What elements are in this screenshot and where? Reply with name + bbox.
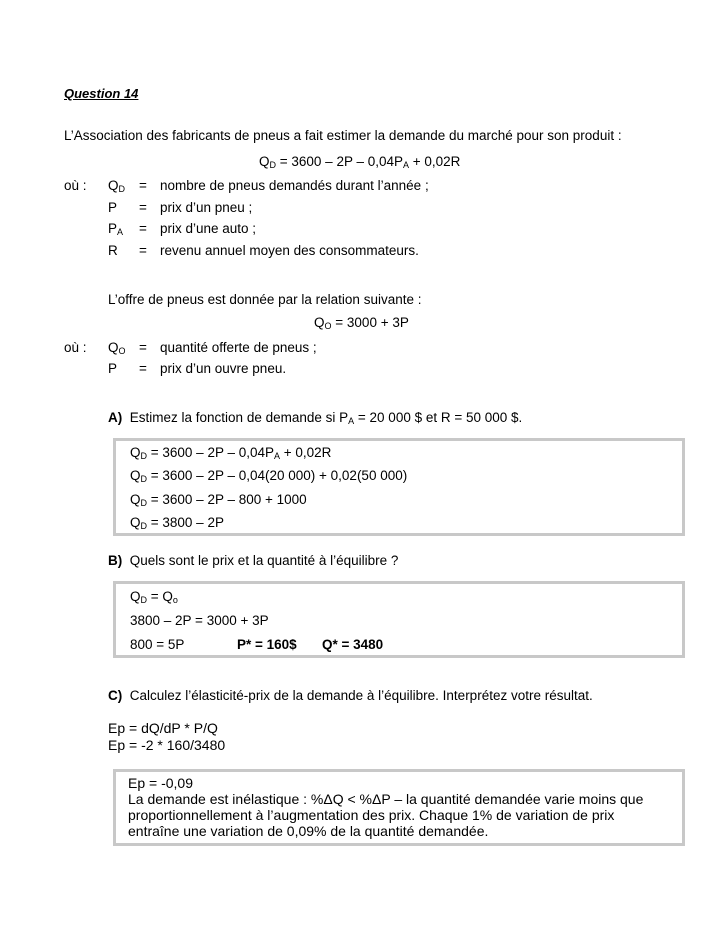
answer-box-c — [113, 769, 685, 846]
box-b-line-1: $Q_D = Q_o$ — [130, 589, 178, 605]
def-symbol: R — [108, 243, 118, 258]
part-c-question: C) Calculez l’élasticité-prix de la demande à l’équilibre. Interprétez votre résultat. — [108, 688, 593, 703]
where-label-2: où : — [64, 340, 87, 355]
box-c-line: entraîne une variation de 0,09% de la quantité demandée. — [128, 823, 489, 839]
answer-box-b — [113, 581, 685, 658]
box-b-line-3: 800 = 5P — [130, 637, 185, 652]
def-symbol: P — [108, 361, 118, 376]
def-description: revenu annuel moyen des consommateurs. — [160, 243, 419, 258]
def-description: nombre de pneus demandés durant l’année ; — [160, 178, 429, 193]
intro-text: L’Association des fabricants de pneus a fait estimer la demande du marché pour son produit : — [64, 128, 622, 143]
box-c-line: La demande est inélastique : %ΔQ < %ΔP – la quantité demandée varie moins que — [128, 791, 644, 807]
equilibrium-price: P* = 160$ — [237, 637, 297, 652]
def-symbol: $Q_O$ — [108, 340, 126, 356]
ep-formula-1: Ep = dQ/dP * P/Q — [108, 720, 218, 736]
def-equals: = — [139, 243, 147, 258]
box-a-line: $Q_D = 3800 - 2P$ — [130, 515, 224, 531]
part-b-question: B) Quels sont le prix et la quantité à l’équilibre ? — [108, 553, 399, 568]
def-equals: = — [139, 178, 147, 193]
def-description: quantité offerte de pneus ; — [160, 340, 317, 355]
def-description: prix d’un pneu ; — [160, 200, 253, 215]
box-c-line: Ep = -0,09 — [128, 775, 193, 791]
def-equals: = — [139, 361, 147, 376]
part-a-question: A) Estimez la fonction de demande si $P_A = 20$ 000 $ et R = 50 000 $. — [108, 410, 523, 426]
demand-equation: $Q_D = 3600 - 2P - 0,04P_A + 0,02R$ — [259, 154, 461, 170]
box-a-line: $Q_D = 3600 - 2P - 0,04(20$ 000) + 0,02(50 000) — [130, 468, 408, 484]
def-symbol: $Q_D$ — [108, 178, 126, 194]
def-symbol: $P_A$ — [108, 221, 124, 237]
supply-equation: $Q_O = 3000 + 3P$ — [314, 315, 409, 331]
box-c-line: proportionnellement à l’augmentation des prix. Chaque 1% de variation de prix — [128, 807, 615, 823]
box-a-line: $Q_D = 3600 - 2P - 0,04P_A + 0,02R$ — [130, 445, 332, 461]
ep-formula-2: Ep = -2 * 160/3480 — [108, 737, 226, 753]
answer-box-a — [113, 438, 685, 536]
equilibrium-quantity: Q* = 3480 — [322, 637, 384, 652]
def-symbol: P — [108, 200, 118, 215]
def-equals: = — [139, 200, 147, 215]
def-equals: = — [139, 221, 147, 236]
supply-intro: L’offre de pneus est donnée par la relation suivante : — [108, 292, 422, 307]
def-equals: = — [139, 340, 147, 355]
where-label: où : — [64, 178, 87, 193]
box-b-line-2: 3800 – 2P = 3000 + 3P — [130, 613, 269, 628]
def-description: prix d’une auto ; — [160, 221, 257, 236]
box-a-line: $Q_D = 3600 - 2P - 800 + 1000$ — [130, 492, 307, 508]
question-title: Question 14 — [64, 86, 139, 101]
def-description: prix d’un ouvre pneu. — [160, 361, 287, 376]
